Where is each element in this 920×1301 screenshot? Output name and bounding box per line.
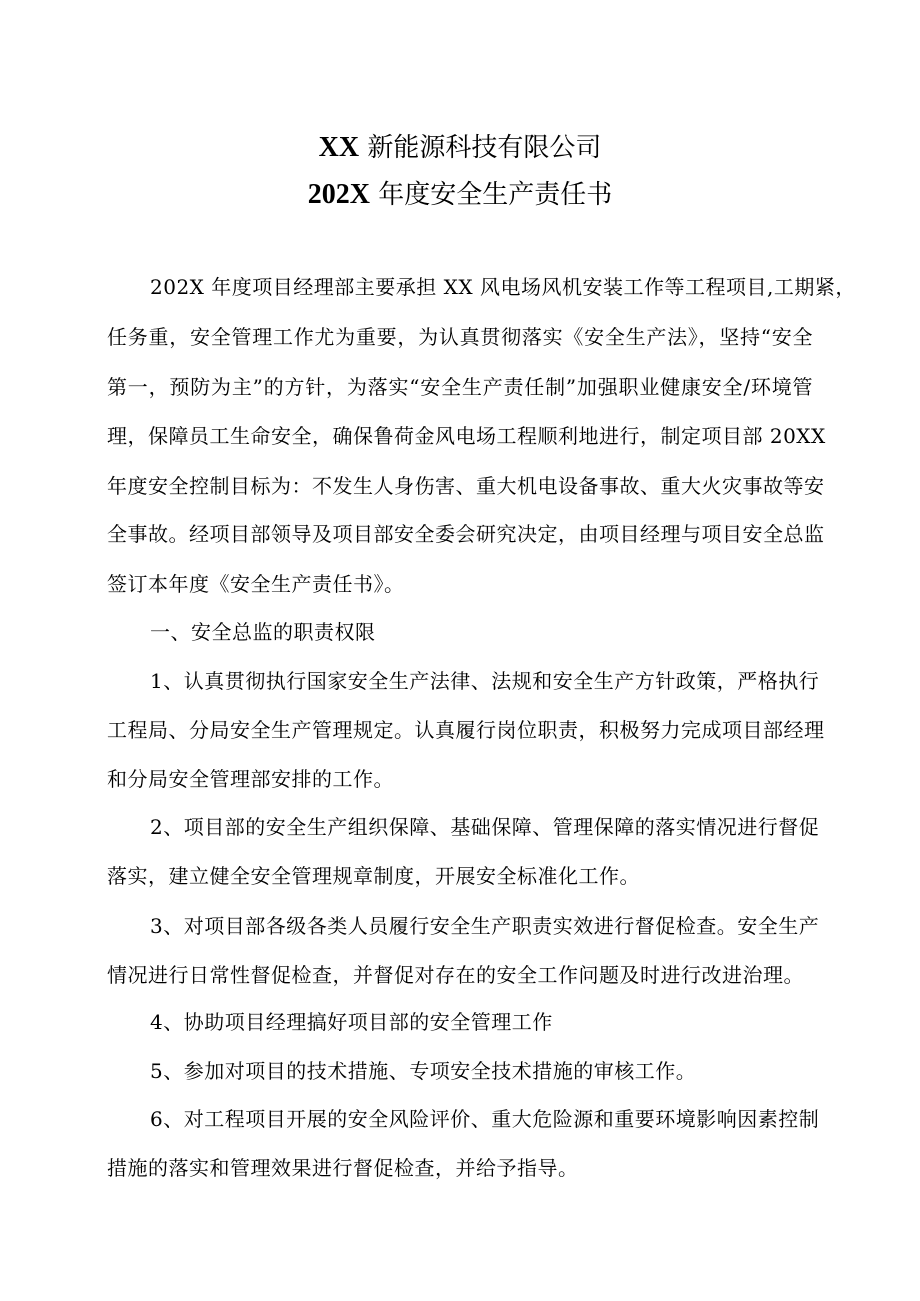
- intro-line: 全事故。经项目部领导及项目部安全委会研究决定，由项目经理与项目安全总监: [107, 522, 825, 546]
- company-title: [0, 133, 920, 163]
- intro-line: 理，保障员工生命安全，确保鲁荷金风电场工程顺利地进行，制定项目部 20XX: [107, 424, 826, 448]
- company-name: 新能源科技有限公司: [367, 133, 602, 163]
- item-6-line: 措施的落实和管理效果进行督促检查，并给予指导。: [107, 1156, 579, 1180]
- item-3-line: 3、对项目部各级各类人员履行安全生产职责实效进行督促检查。安全生产: [150, 914, 820, 938]
- item-2-line: 2、项目部的安全生产组织保障、基础保障、管理保障的落实情况进行督促: [150, 815, 820, 839]
- item-1-line: 1、认真贯彻执行国家安全生产法律、法规和安全生产方针政策，严格执行: [150, 669, 820, 693]
- item-1-line: 工程局、分局安全生产管理规定。认真履行岗位职责，积极努力完成项目部经理: [107, 718, 825, 742]
- document-title-text: 年度安全生产责任书: [378, 180, 613, 210]
- intro-line: 第一，预防为主”的方针，为落实“安全生产责任制”加强职业健康安全/环境管: [107, 375, 813, 399]
- year-code: 202X: [307, 179, 370, 210]
- intro-line: 年度安全控制目标为：不发生人身伤害、重大机电设备事故、重大火灾事故等安: [107, 474, 825, 498]
- item-5-line: 5、参加对项目的技术措施、专项安全技术措施的审核工作。: [150, 1059, 697, 1083]
- company-code: XX: [318, 132, 360, 163]
- intro-line: 任务重，安全管理工作尤为重要，为认真贯彻落实《安全生产法》，坚持“安全: [107, 325, 813, 349]
- item-4-line: 4、协助项目经理搞好项目部的安全管理工作: [150, 1010, 553, 1034]
- section-heading: 一、安全总监的职责权限: [150, 620, 376, 644]
- item-1-line: 和分局安全管理部安排的工作。: [107, 767, 394, 791]
- intro-line: 202X 年度项目经理部主要承担 XX 风电场风机安装工作等工程项目,工期紧，: [150, 275, 856, 299]
- intro-line: 签订本年度《安全生产责任书》。: [107, 572, 405, 596]
- item-3-line: 情况进行日常性督促检查，并督促对存在的安全工作问题及时进行改进治理。: [107, 963, 804, 987]
- item-6-line: 6、对工程项目开展的安全风险评价、重大危险源和重要环境影响因素控制: [150, 1107, 820, 1131]
- document-title: [0, 180, 920, 210]
- item-2-line: 落实，建立健全安全管理规章制度，开展安全标准化工作。: [107, 864, 640, 888]
